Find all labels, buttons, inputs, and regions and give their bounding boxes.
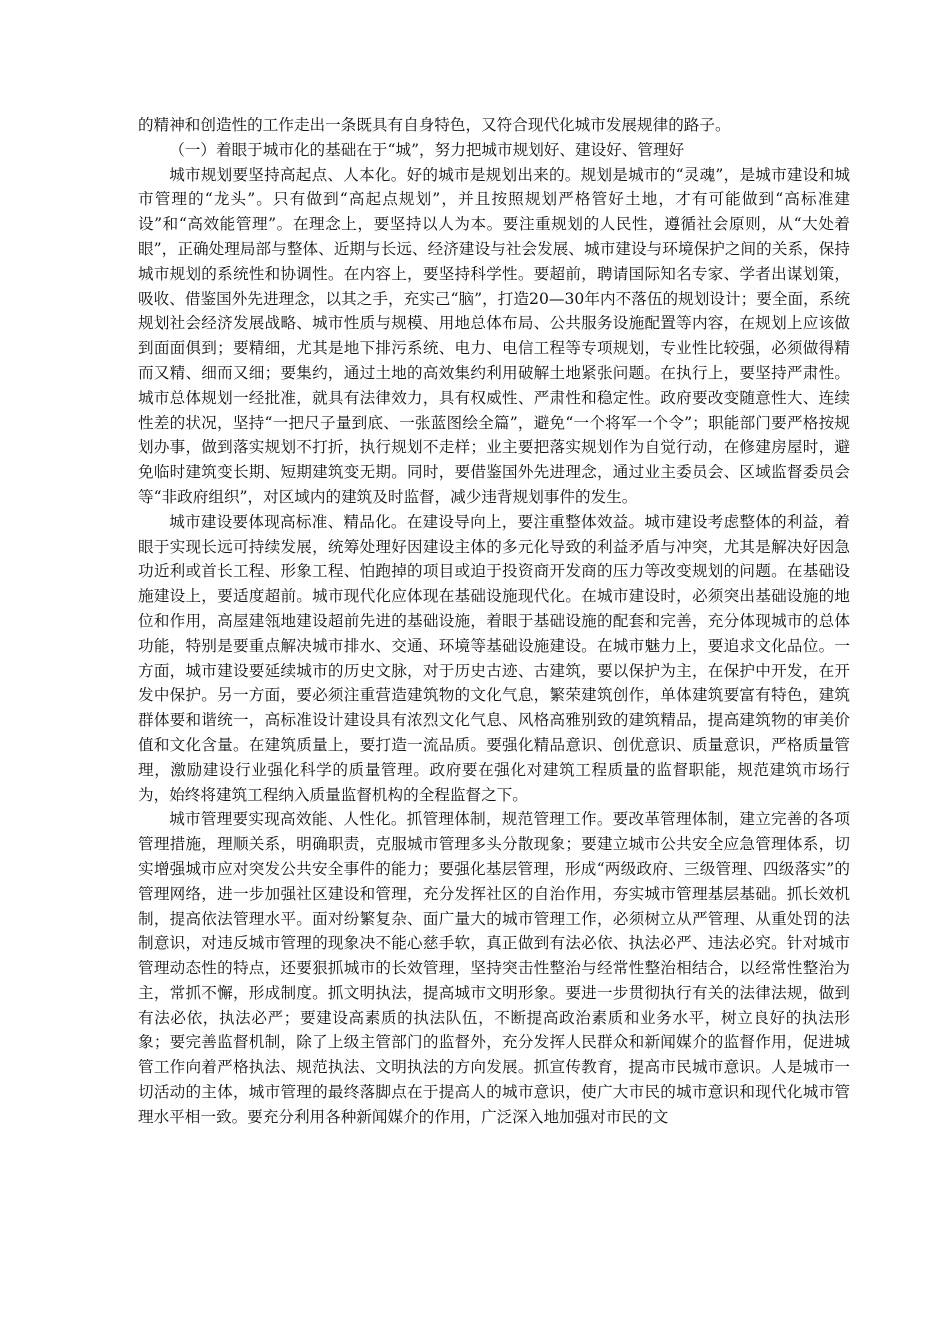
document-page xyxy=(138,113,850,1130)
paragraph-continuation: 的精神和创造性的工作走出一条既具有自身特色，又符合现代化城市发展规律的路子。 xyxy=(138,116,731,134)
paragraph-management: 城市管理要实现高效能、人性化。抓管理体制，规范管理工作。要改革管理体制，建立完善的各项管理措施，理顺关系，明确职责，克服城市管理多头分散现象；要建立城市公共安全应急管理体系，切实增强城市应对突发公共安全事件的能力；要强化基层管理，形成“两级政府、三级管理、四级落实”的管理网络，进一步加强社区建设和管理，充分发挥社区的自治作用，夯实城市管理基层基础。抓长效机制，提高依法管理水平。面对纷繁复杂、面广量大的城市管理工作，必须树立从严管理、从重处罚的法制意识，对违反城市管理的现象决不能心慈手软，真正做到有法必依、执法必严、违法必究。针对城市管理动态性的特点，还要狠抓城市的长效管理，坚持突击性整治与经常性整治相结合，以经常性整治为主，常抓不懈，形成制度。抓文明执法，提高城市文明形象。要进一步贯彻执行有关的法律法规，做到有法必依，执法必严；要建设高素质的执法队伍，不断提高政治素质和业务水平，树立良好的执法形象；要完善监督机制，除了上级主管部门的监督外，充分发挥人民群众和新闻媒介的监督作用，促进城管工作向着严格执法、规范执法、文明执法的方向发展。抓宣传教育，提高市民城市意识。人是城市一切活动的主体，城市管理的最终落脚点在于提高人的城市意识，使广大市民的城市意识和现代化城市管理水平相一致。要充分利用各种新闻媒介的作用，广泛深入地加强对市民的文 xyxy=(138,810,850,1126)
paragraph-planning: 城市规划要坚持高起点、人本化。好的城市是规划出来的。规划是城市的“灵魂”，是城市建设和城市管理的“龙头”。只有做到“高起点规划”，并且按照规划严格管好土地，才有可能做到“高标准建设”和“高效能管理”。在理念上，要坚持以人为本。要注重规划的人民性，遵循社会原则，从“大处着眼”，正确处理局部与整体、近期与长远、经济建设与社会发展、城市建设与环境保护之间的关系，保持城市规划的系统性和协调性。在内容上，要坚持科学性。要超前，聘请国际知名专家、学者出谋划策，吸收、借鉴国外先进理念，以其之手，充实己“脑”，打造20—30年内不落伍的规划设计；要全面，系统规划社会经济发展战略、城市性质与规模、用地总体布局、公共服务设施配置等内容，在规划上应该做到面面俱到；要精细，尤其是地下排污系统、电力、电信工程等专项规划，专业性比较强，必须做得精而又精、细而又细；要集约，通过土地的高效集约利用破解土地紧张问题。在执行上，要坚持严肃性。城市总体规划一经批准，就具有法律效力，具有权威性、严肃性和稳定性。政府要改变随意性大、连续性差的状况，坚持“一把尺子量到底、一张蓝图绘全篇”，避免“一个将军一个令”；职能部门要严格按规划办事，做到落实规划不打折，执行规划不走样；业主要把落实规划作为自觉行动，在修建房屋时，避免临时建筑变长期、短期建筑变无期。同时，要借鉴国外先进理念，通过业主委员会、区域监督委员会等“非政府组织”，对区域内的建筑及时监督，减少违背规划事件的发生。 xyxy=(138,165,850,506)
paragraph-construction: 城市建设要体现高标准、精品化。在建设导向上，要注重整体效益。城市建设考虑整体的利益，着眼于实现长远可持续发展，统筹处理好因建设主体的多元化导致的利益矛盾与冲突，尤其是解决好因急功近利或首长工程、形象工程、怕跑掉的项目或迫于投资商开发商的压力等改变规划的问题。在基础设施建设上，要适度超前。城市现代化应体现在基础设施现代化。在城市建设时，必须突出基础设施的地位和作用，高屋建瓴地建设超前先进的基础设施，着眼于基础设施的配套和完善，充分体现城市的总体功能，特别是要重点解决城市排水、交通、环境等基础设施建设。在城市魅力上，要追求文化品位。一方面，城市建设要延续城市的历史文脉，对于历史古迹、古建筑，要以保护为主，在保护中开发，在开发中保护。另一方面，要必须注重营造建筑物的文化气息，繁荣建筑创作，单体建筑要富有特色，建筑群体要和谐统一，高标准设计建设具有浓烈文化气息、风格高雅别致的建筑精品，提高建筑物的审美价值和文化含量。在建筑质量上，要打造一流品质。要强化精品意识、创优意识、质量意识，严格质量管理，激励建设行业强化科学的质量管理。政府要在强化对建筑工程质量的监督职能，规范建筑市场行为，始终将建筑工程纳入质量监督机构的全程监督之下。 xyxy=(138,512,850,804)
section-heading: （一）着眼于城市化的基础在于“城”，努力把城市规划好、建设好、管理好 xyxy=(169,140,685,159)
